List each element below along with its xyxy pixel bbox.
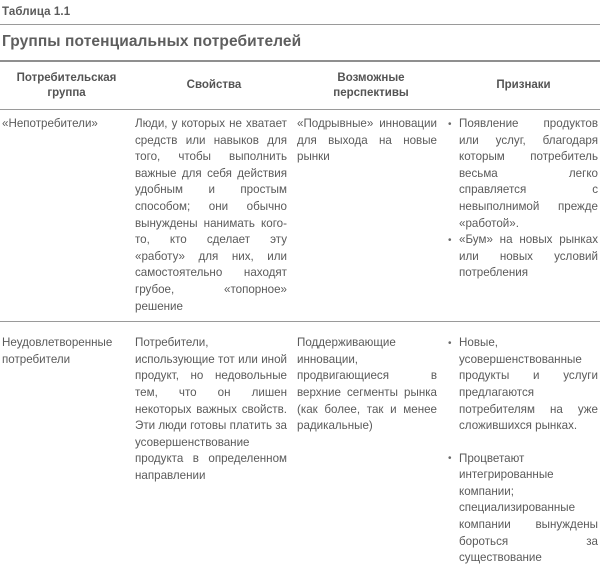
signs-list <box>447 116 598 282</box>
cell-group: Неудовлетворенные потребители <box>2 336 113 366</box>
list-item: • «Бум» на новых рынках или новых условий потребления <box>447 232 598 282</box>
table-header-row <box>0 62 600 109</box>
cell-signs <box>447 110 600 321</box>
list-item: • Появление продуктов или услуг, благодаря которым потребитель весьма легко справляется с невыполнимой прежде «работой». <box>447 116 598 232</box>
table-row <box>0 110 600 321</box>
cell-prospects: «Подрывные» инновации для выхода на новые рынки <box>297 117 437 164</box>
cell-signs <box>447 329 600 573</box>
signs-list <box>447 335 598 567</box>
column-header-group: Потребительская группа <box>16 71 117 99</box>
column-header-prospects: Возможные перспективы <box>333 71 409 99</box>
cell-group: «Непотребители» <box>2 117 98 130</box>
table-caption: Таблица 1.1 <box>2 6 71 18</box>
column-header-properties: Свойства <box>186 79 242 91</box>
cell-properties: Люди, у которых не хватает средств или навыков для того, чтобы выполнить важные для себя действия удобным и простым способом; они обычно вынуждены нанимать кого-то, кто сделает эту «работу» для них, или самостоятельно находят грубое, «топорное» решение <box>135 117 287 313</box>
cell-prospects: Поддерживающие инновации, продвигающиеся в верхние сегменты рынка (как более, так и менее радикальные) <box>297 336 437 433</box>
table-title: Группы потенциальных потребителей <box>2 33 302 50</box>
table-row <box>0 322 600 573</box>
list-item: • Процветают интегрированные компании; специализированные компании вынуждены бороться за существование <box>447 451 598 567</box>
cell-properties: Потребители, использующие тот или иной продукт, но недовольные тем, что он лишен некоторых важных свойств. Эти люди готовы платить за усовершенствование продукта в определенном направлении <box>135 336 287 482</box>
list-item: • Новые, усовершенствованные продукты и услуги предлагаются потребителям на уже сложившихся рынках. <box>447 335 598 435</box>
column-header-signs: Признаки <box>496 79 551 91</box>
